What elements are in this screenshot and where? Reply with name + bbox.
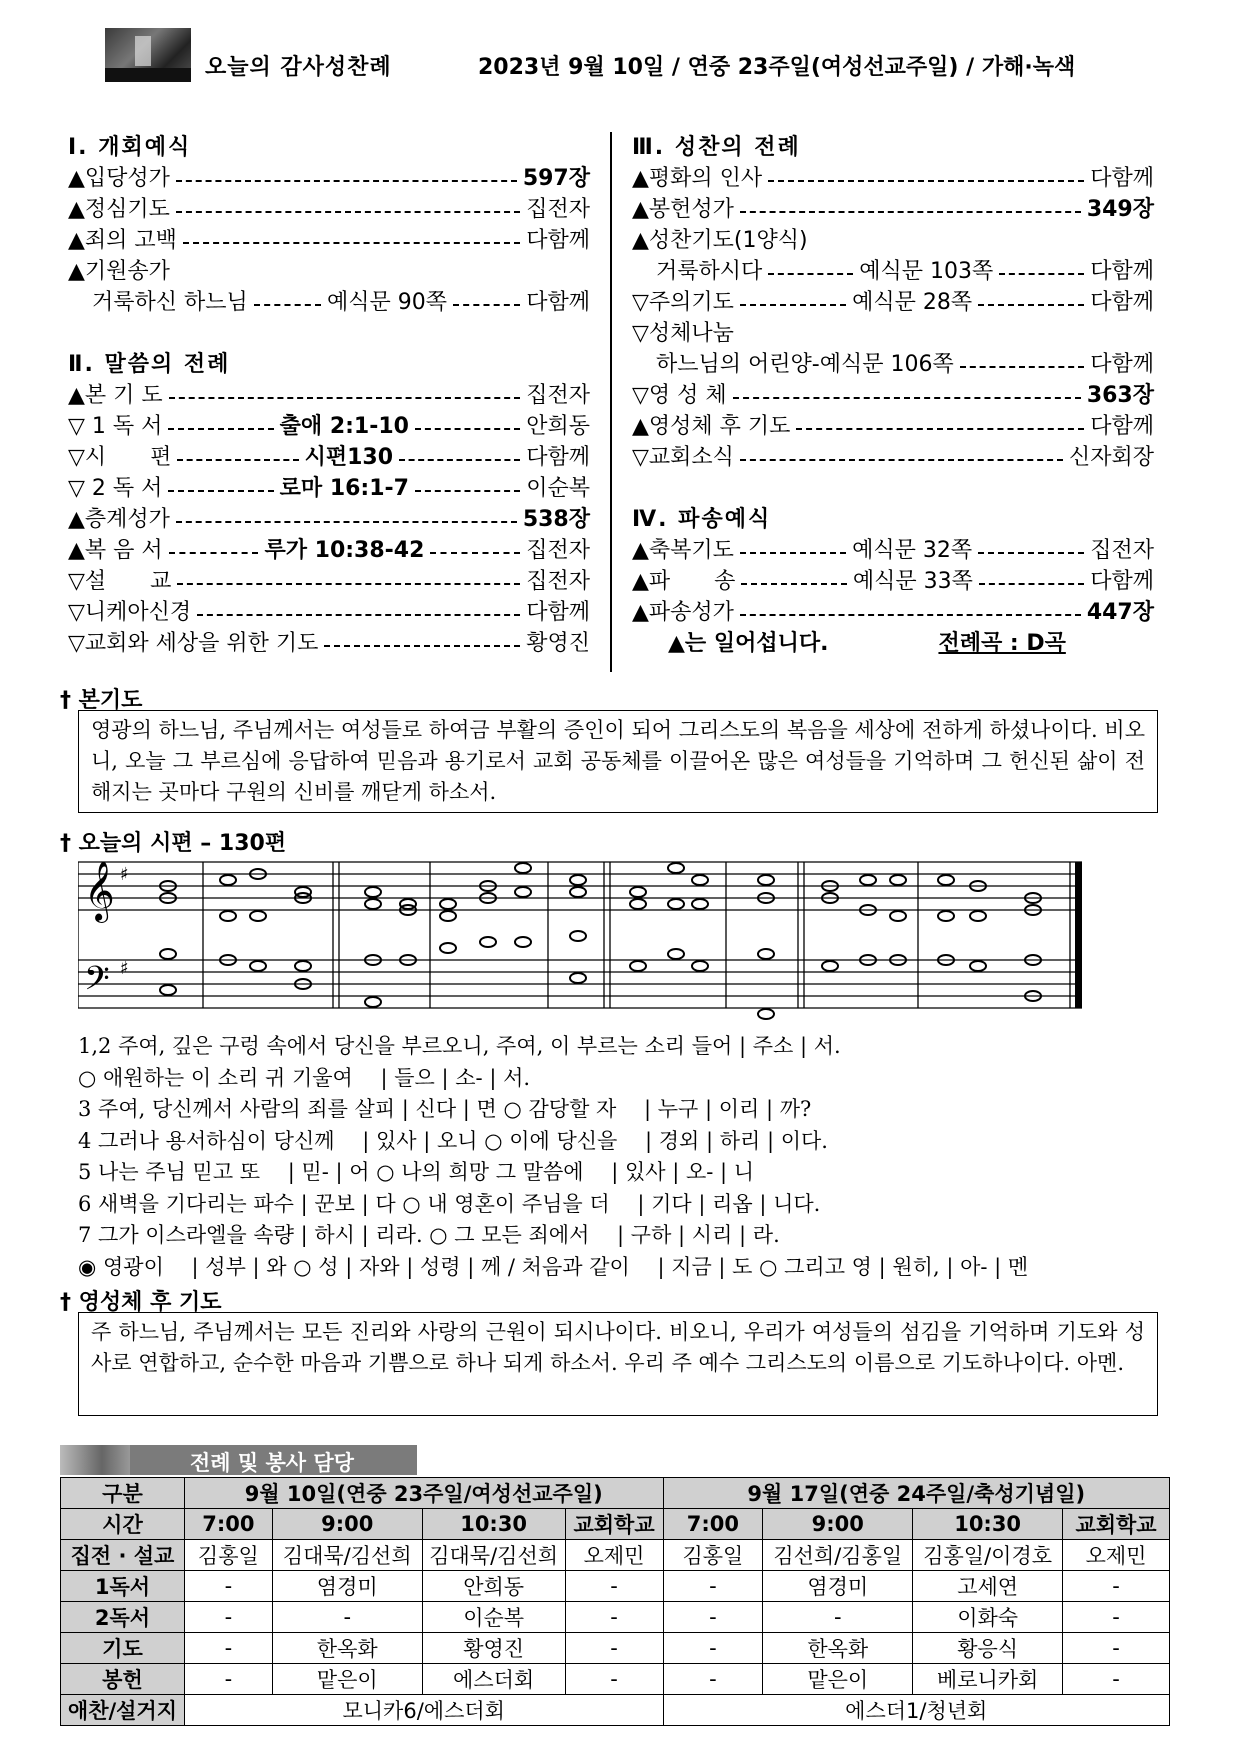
order-item (68, 535, 590, 566)
dash-leader (168, 490, 273, 492)
order-item (68, 566, 590, 597)
order-item-value: 신자회장 (1068, 445, 1154, 470)
order-item-value: 다함께 (1090, 414, 1154, 439)
duty-table-title: 전례 및 봉사 담당 (190, 1451, 354, 1475)
order-item-label: ▽ 1 독 서 (68, 414, 163, 439)
order-item-value: 597장 (522, 166, 590, 191)
order-item-label: ▲기원송가 (68, 259, 170, 284)
order-item-label: 거룩하신 하느님 (92, 290, 248, 315)
header-cell: 시간 (61, 1509, 185, 1540)
dash-leader (177, 583, 520, 585)
time-cell: 9:00 (763, 1509, 913, 1540)
dash-leader (740, 304, 846, 306)
order-item-label: ▲봉헌성가 (632, 197, 734, 222)
order-item (68, 225, 590, 256)
table-cell: 맡은이 (272, 1664, 422, 1695)
table-cell: - (663, 1664, 763, 1695)
order-item (632, 597, 1154, 628)
order-item-reference: 예식문 103쪽 (859, 259, 994, 284)
order-item-label: ▲영성체 후 기도 (632, 414, 791, 439)
collect-box: 영광의 하느님, 주님께서는 여성들로 하여금 부활의 증인이 되어 그리스도의 복음을 세상에 전하게 하셨나이다. 비오니, 오늘 그 부르심에 응답하여 믿음과 용기로서 교회 공동체를 이끌어온 많은 여성들을 기억하며 그 헌신된 삶이 전해지는 곳마다 구원의 신비를 깨닫게 하소서. (78, 710, 1158, 813)
standing-note: ▲는 일어섭니다. (668, 631, 829, 656)
psalm-text (78, 1031, 1178, 1283)
table-time-row (61, 1509, 1170, 1540)
order-item-value: 집전자 (526, 383, 590, 408)
order-item-label: ▽영 성 체 (632, 383, 727, 408)
dash-leader (768, 273, 853, 275)
row-header: 2독서 (61, 1602, 185, 1633)
order-left-column (68, 132, 590, 659)
order-item (68, 504, 590, 535)
order-item-label: ▽시 편 (68, 445, 172, 470)
order-item (68, 628, 590, 659)
order-item-value: 다함께 (1090, 259, 1154, 284)
table-cell: 맡은이 (763, 1664, 913, 1695)
header-photo (105, 28, 191, 82)
order-item (632, 349, 1154, 380)
time-cell: 10:30 (913, 1509, 1063, 1540)
table-cell: - (565, 1602, 663, 1633)
order-item-value: 다함께 (1090, 569, 1155, 594)
order-item (68, 442, 590, 473)
dash-leader (324, 645, 520, 647)
order-item-label: 하느님의 어린양- (656, 352, 820, 377)
svg-text:♯: ♯ (120, 864, 129, 885)
order-item-label: ▲본 기 도 (68, 383, 163, 408)
liturgy-tune: 전례곡 : D곡 (938, 631, 1066, 656)
dash-leader (740, 211, 1081, 213)
table-cell: 한옥화 (272, 1633, 422, 1664)
order-item-label: ▲복 음 서 (68, 538, 163, 563)
table-cell: - (1063, 1602, 1170, 1633)
dash-leader (169, 552, 259, 554)
time-cell: 교회학교 (1063, 1509, 1170, 1540)
table-header-row (61, 1478, 1170, 1509)
postcommunion-heading: † 영성체 후 기도 (60, 1290, 222, 1315)
section-gap (632, 473, 1154, 504)
order-item-label: ▲죄의 고백 (68, 228, 177, 253)
table-cell: - (1063, 1664, 1170, 1695)
dash-leader (979, 583, 1084, 585)
page-title: 오늘의 감사성찬례 (205, 55, 392, 80)
table-cell: 염경미 (763, 1571, 913, 1602)
table-cell: - (663, 1602, 763, 1633)
table-cell: 김홍일 (184, 1540, 272, 1571)
table-cell: 베로니카회 (913, 1664, 1063, 1695)
duty-table (60, 1477, 1170, 1726)
order-item-value: 다함께 (526, 290, 590, 315)
order-item-label: ▲입당성가 (68, 166, 170, 191)
dash-leader (978, 552, 1084, 554)
table-cell: 고세연 (913, 1571, 1063, 1602)
order-item-reference: 시편130 (304, 445, 394, 470)
row-header: 1독서 (61, 1571, 185, 1602)
order-item-value: 다함께 (526, 600, 590, 625)
dash-leader (768, 180, 1084, 182)
table-cell: - (663, 1633, 763, 1664)
order-item-label: ▲파 송 (632, 569, 736, 594)
dash-leader (740, 614, 1081, 616)
table-cell: 에스더회 (422, 1664, 565, 1695)
order-item (68, 256, 590, 287)
svg-text:♯: ♯ (120, 958, 129, 979)
psalm-line: 1,2 주여, 깊은 구렁 속에서 당신을 부르오니, 주여, 이 부르는 소리 들어 | 주소 | 서. (78, 1034, 841, 1058)
dash-leader (183, 242, 520, 244)
row-header: 애찬/설거지 (61, 1695, 185, 1726)
psalm-line: ○ 애원하는 이 소리 귀 기울여 | 들으 | 소- | 서. (78, 1065, 531, 1090)
order-right-column (632, 132, 1154, 659)
dash-leader (168, 428, 273, 430)
table-cell: - (184, 1571, 272, 1602)
order-item-value: 집전자 (526, 569, 590, 594)
section-title: Ⅲ. 성찬의 전례 (632, 135, 801, 160)
psalm-heading: † 오늘의 시편 – 130편 (60, 831, 287, 856)
order-item-reference: 예식문 33쪽 (852, 569, 973, 594)
svg-text:𝄞: 𝄞 (84, 861, 115, 921)
order-item-value: 안희동 (526, 414, 590, 439)
collect-heading: † 본기도 (60, 688, 143, 713)
table-row (61, 1540, 1170, 1571)
header-cell-week1: 9월 10일(연중 23주일/여성선교주일) (184, 1478, 663, 1509)
order-item-value: 다함께 (1090, 290, 1155, 315)
order-item-reference: 출애 2:1-10 (279, 414, 409, 439)
order-item-label: ▽교회와 세상을 위한 기도 (68, 631, 319, 656)
order-item-label: ▽주의기도 (632, 290, 734, 315)
dash-leader (453, 304, 520, 306)
table-cell: - (663, 1571, 763, 1602)
table-row (61, 1695, 1170, 1726)
psalm-line: 6 새벽을 기다리는 파수 | 꾼보 | 다 ○ 내 영혼이 주님을 더 | 기다 | 리옵 | 니다. (78, 1191, 821, 1216)
order-item (632, 442, 1154, 473)
table-cell: 황응식 (913, 1633, 1063, 1664)
service-date: 2023년 9월 10일 / 연중 23주일(여성선교주일) / 가해·녹색 (478, 55, 1076, 80)
dash-leader (399, 459, 520, 461)
time-cell: 7:00 (184, 1509, 272, 1540)
order-item-value: 다함께 (526, 445, 591, 470)
table-cell: - (1063, 1571, 1170, 1602)
section-title: Ⅰ. 개회예식 (68, 135, 192, 160)
table-cell: 김대묵/김선희 (272, 1540, 422, 1571)
order-item (632, 566, 1154, 597)
order-item (68, 194, 590, 225)
time-cell: 9:00 (272, 1509, 422, 1540)
psalm-line: 5 나는 주님 믿고 또 | 믿- | 어 ○ 나의 희망 그 말씀에 | 있사 | 오- | 니 (78, 1160, 755, 1184)
order-item (68, 163, 590, 194)
order-item-value: 이순복 (526, 476, 590, 501)
psalm-line: 3 주여, 당신께서 사람의 죄를 살피 | 신다 | 면 ○ 감당할 자 | 누구 | 이리 | 까? (78, 1097, 812, 1121)
dash-leader (176, 211, 520, 213)
section-gap (68, 318, 590, 349)
order-item (632, 256, 1154, 287)
table-cell: 김선희/김홍일 (763, 1540, 913, 1571)
order-item-value: 집전자 (526, 538, 591, 563)
table-cell: - (184, 1602, 272, 1633)
order-item-label: ▲평화의 인사 (632, 166, 763, 191)
order-item-value: 538장 (522, 507, 590, 532)
order-item (68, 597, 590, 628)
order-item (632, 380, 1154, 411)
postcommunion-box: 주 하느님, 주님께서는 모든 진리와 사랑의 근원이 되시나이다. 비오니, 우리가 여성들의 섬김을 기억하며 기도와 성사로 연합하고, 순수한 마음과 기쁨으로 하나 되게 하소서. 우리 주 예수 그리스도의 이름으로 기도하나이다. 아멘. (78, 1312, 1158, 1416)
table-cell: 한옥화 (763, 1633, 913, 1664)
order-item-reference: 로마 16:1-7 (279, 476, 409, 501)
order-item-label: ▲층계성가 (68, 507, 170, 532)
section-title: Ⅱ. 말씀의 전례 (68, 352, 231, 377)
column-divider (610, 132, 612, 672)
order-item-value: 다함께 (1090, 352, 1154, 377)
order-item (68, 411, 590, 442)
order-item-reference: 루가 10:38-42 (264, 538, 425, 563)
table-cell: 이순복 (422, 1602, 565, 1633)
time-cell: 교회학교 (565, 1509, 663, 1540)
table-cell: 김홍일 (663, 1540, 763, 1571)
order-item-value: 363장 (1086, 383, 1154, 408)
dash-leader (796, 428, 1084, 430)
dash-leader (415, 490, 520, 492)
dash-leader (176, 521, 517, 523)
psalm-score (78, 850, 1088, 1030)
table-cell: 이화숙 (913, 1602, 1063, 1633)
order-item-label: ▲축복기도 (632, 538, 734, 563)
heading-photo (60, 1445, 130, 1475)
dash-leader (741, 583, 846, 585)
psalm-line: 4 그러나 용서하심이 당신께 | 있사 | 오니 ○ 이에 당신을 | 경외 | 하리 | 이다. (78, 1128, 828, 1153)
dash-leader (254, 304, 321, 306)
order-item-label: 거룩하시다 (656, 259, 763, 284)
time-cell: 7:00 (663, 1509, 763, 1540)
dash-leader (430, 552, 520, 554)
table-cell: - (272, 1602, 422, 1633)
order-item-value: 집전자 (1090, 538, 1155, 563)
psalm-line: ◉ 영광이 | 성부 | 와 ○ 성 | 자와 | 성령 | 께 / 처음과 같이 | 지금 | 도 ○ 그리고 영 | 원히, | 아- | 멘 (78, 1254, 1029, 1279)
order-item-value: 집전자 (526, 197, 590, 222)
order-item (632, 225, 1154, 256)
order-item (632, 318, 1154, 349)
dash-leader (740, 552, 846, 554)
table-cell: - (565, 1633, 663, 1664)
dash-leader (960, 366, 1085, 368)
order-item (632, 535, 1154, 566)
table-row (61, 1664, 1170, 1695)
order-item-label: ▲정심기도 (68, 197, 170, 222)
order-item (632, 194, 1154, 225)
table-cell: - (763, 1602, 913, 1633)
row-header: 기도 (61, 1633, 185, 1664)
order-item (632, 411, 1154, 442)
order-item-value: 다함께 (526, 228, 590, 253)
table-cell: - (565, 1571, 663, 1602)
order-item-label: ▲파송성가 (632, 600, 734, 625)
order-item-value: 447장 (1086, 600, 1154, 625)
dash-leader (176, 180, 517, 182)
dash-leader (978, 304, 1084, 306)
table-cell: 에스더1/청년회 (663, 1695, 1170, 1726)
table-row (61, 1633, 1170, 1664)
order-item (68, 473, 590, 504)
header-cell-week2: 9월 17일(연중 24주일/축성기념일) (663, 1478, 1170, 1509)
order-item-value: 황영진 (526, 631, 590, 656)
header-cell: 구분 (61, 1478, 185, 1509)
table-row (61, 1602, 1170, 1633)
table-cell: - (184, 1633, 272, 1664)
table-cell: 안희동 (422, 1571, 565, 1602)
order-item-reference: 예식문 106쪽 (819, 352, 954, 377)
order-item-label: ▽ 2 독 서 (68, 476, 163, 501)
order-item-value: 다함께 (1090, 166, 1154, 191)
table-cell: - (565, 1664, 663, 1695)
time-cell: 10:30 (422, 1509, 565, 1540)
dash-leader (415, 428, 520, 430)
order-item-label: ▲성찬기도(1양식) (632, 228, 808, 253)
order-item (632, 287, 1154, 318)
table-cell: 황영진 (422, 1633, 565, 1664)
order-item (68, 287, 590, 318)
order-item-reference: 예식문 32쪽 (852, 538, 973, 563)
dash-leader (197, 614, 520, 616)
order-item-label: ▽니케아신경 (68, 600, 192, 625)
order-item-reference: 예식문 28쪽 (852, 290, 973, 315)
dash-leader (733, 397, 1081, 399)
table-cell: 김대묵/김선희 (422, 1540, 565, 1571)
table-cell: 모니카6/에스더회 (184, 1695, 663, 1726)
table-cell: 김홍일/이경호 (913, 1540, 1063, 1571)
duty-table-heading (60, 1445, 417, 1475)
dash-leader (999, 273, 1084, 275)
order-item-label: ▽설 교 (68, 569, 172, 594)
table-cell: 염경미 (272, 1571, 422, 1602)
order-item (632, 163, 1154, 194)
order-item-label: ▽교회소식 (632, 445, 734, 470)
dash-leader (740, 459, 1063, 461)
table-cell: 오제민 (565, 1540, 663, 1571)
standing-note-row (632, 628, 1154, 659)
order-item-reference: 예식문 90쪽 (327, 290, 447, 315)
table-cell: - (1063, 1633, 1170, 1664)
dash-leader (177, 459, 298, 461)
order-item (68, 380, 590, 411)
section-title: Ⅳ. 파송예식 (632, 507, 772, 532)
table-cell: 오제민 (1063, 1540, 1170, 1571)
table-cell: - (184, 1664, 272, 1695)
table-row (61, 1571, 1170, 1602)
order-item-value: 349장 (1086, 197, 1154, 222)
row-header: 봉헌 (61, 1664, 185, 1695)
order-item-label: ▽성체나눔 (632, 321, 734, 346)
dash-leader (169, 397, 521, 399)
row-header: 집전 · 설교 (61, 1540, 185, 1571)
psalm-line: 7 그가 이스라엘을 속량 | 하시 | 리라. ○ 그 모든 죄에서 | 구하 | 시리 | 라. (78, 1223, 780, 1247)
svg-text:𝄢: 𝄢 (84, 960, 110, 1006)
